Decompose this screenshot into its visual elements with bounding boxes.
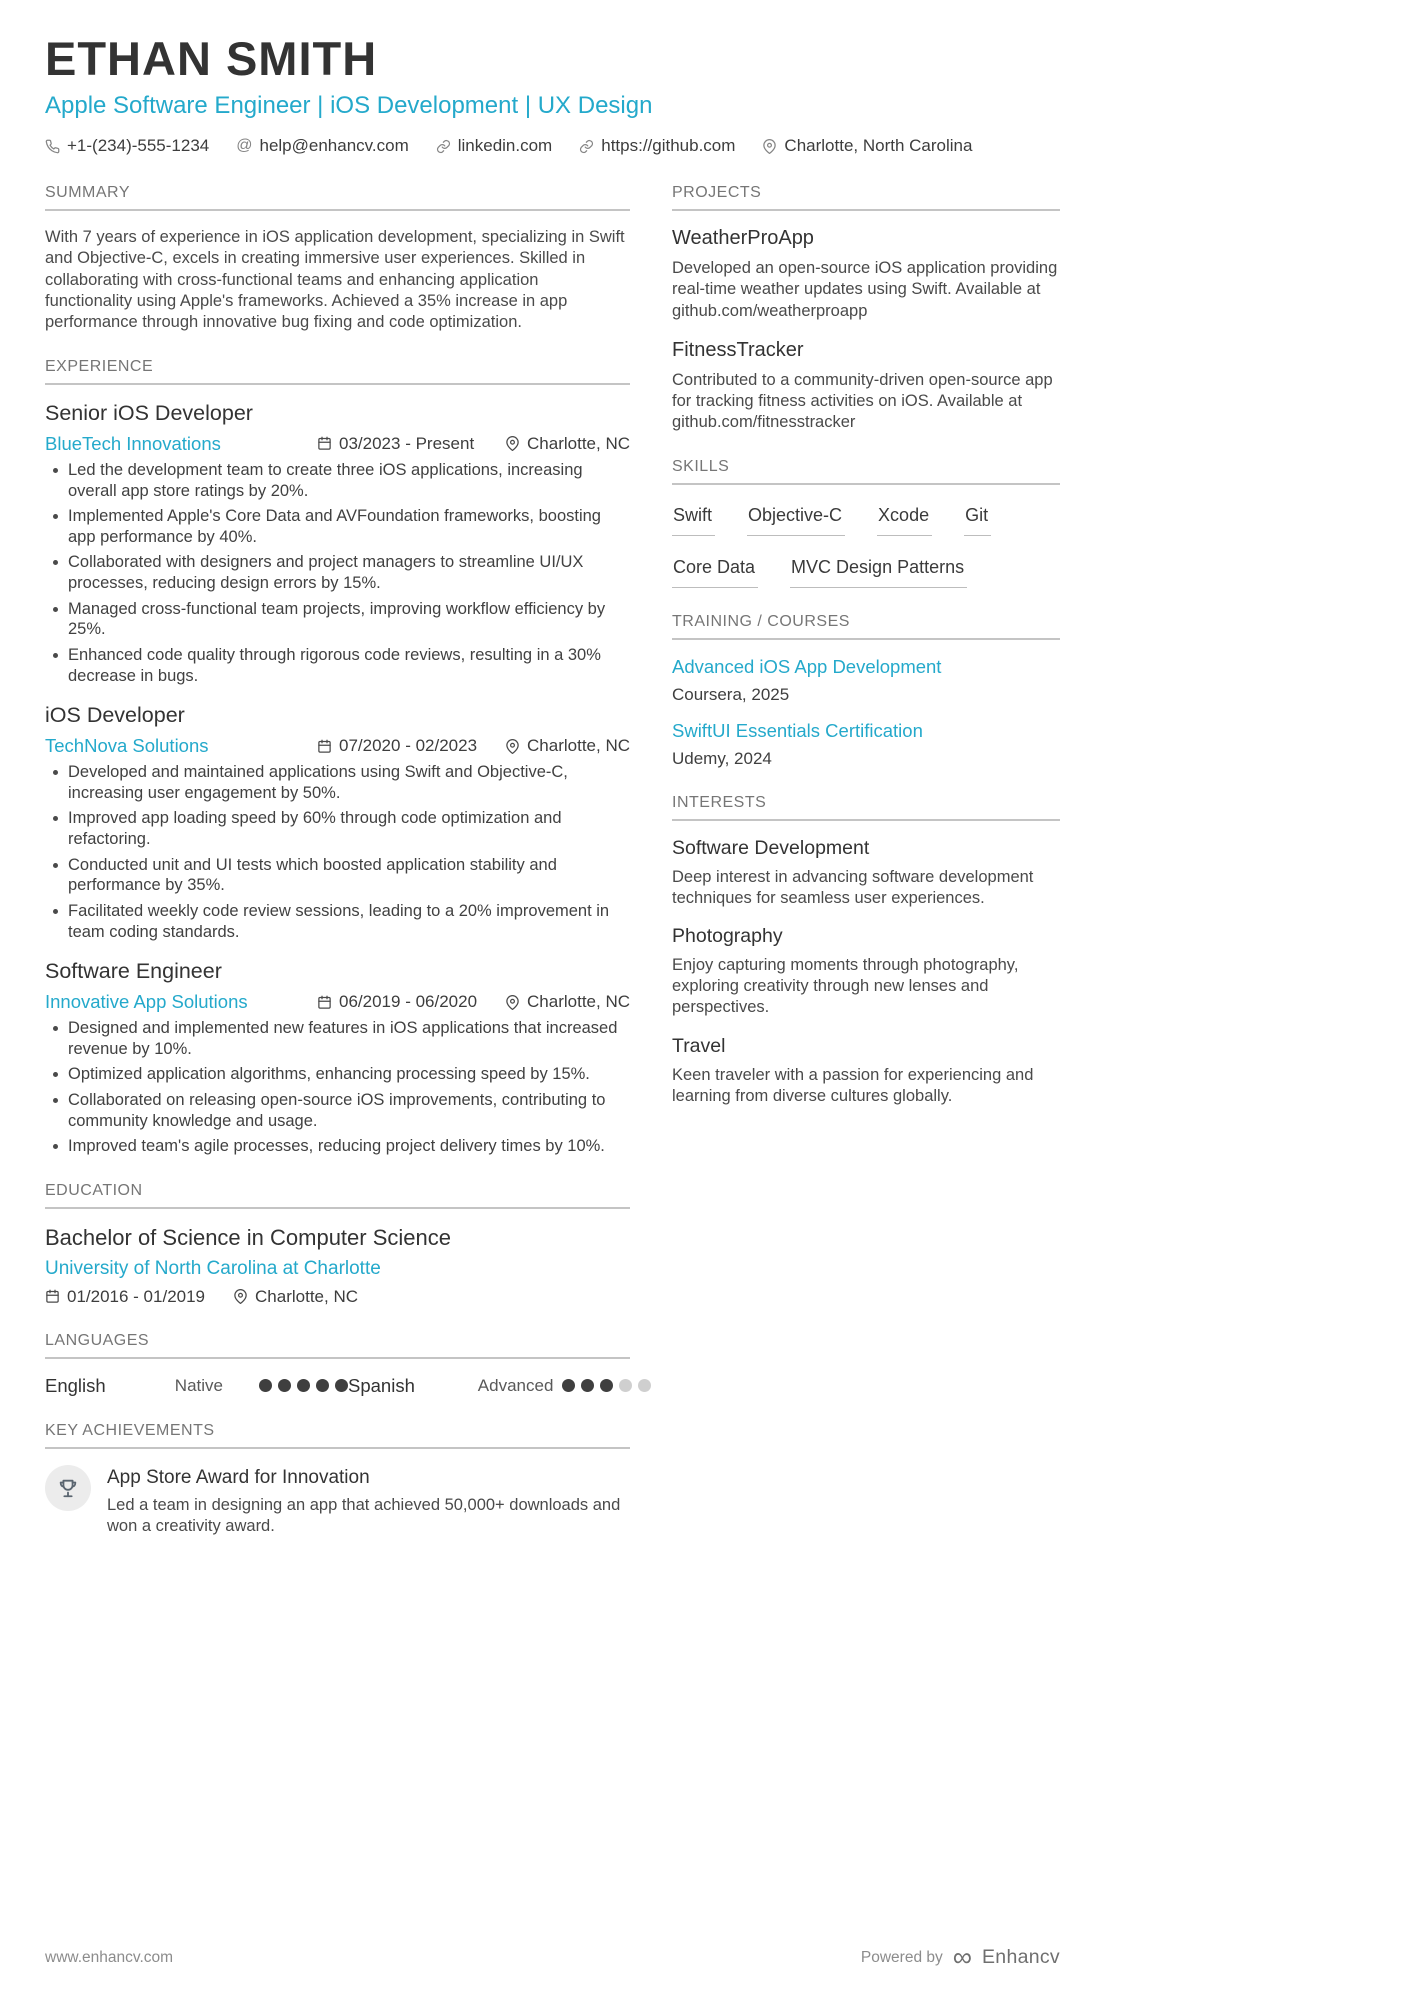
skill-tag: Core Data	[672, 557, 758, 588]
job-dates	[317, 434, 505, 454]
projects-section	[672, 184, 1060, 433]
right-column	[672, 184, 1060, 1562]
calendar-icon	[45, 1289, 60, 1304]
bullet-item: Designed and implemented new features in iOS applications that increased revenue by 10%.	[45, 1018, 630, 1059]
candidate-headline: Apple Software Engineer | iOS Development | UX Design	[45, 92, 653, 120]
language-level: Native	[174, 1375, 223, 1395]
job-entry	[45, 703, 630, 942]
bullet-item: Enhanced code quality through rigorous code reviews, resulting in a 30% decrease in bugs.	[45, 645, 630, 686]
proficiency-dot	[316, 1379, 329, 1392]
interest-entry	[672, 1035, 1060, 1107]
proficiency-dot	[259, 1379, 272, 1392]
skill-tag: Objective-C	[747, 505, 845, 536]
job-entry	[45, 401, 630, 686]
interests-section	[672, 794, 1060, 1107]
skill-tag: Swift	[672, 505, 715, 536]
link-icon	[436, 139, 451, 154]
powered-by	[860, 1941, 1060, 1972]
interest-description: Deep interest in advancing software development techniques for seamless user experiences.	[672, 868, 1034, 908]
job-dates-text: 03/2023 - Present	[339, 433, 475, 453]
linkedin-url: linkedin.com	[457, 136, 553, 156]
email-contact[interactable]	[236, 136, 409, 156]
company-name: Innovative App Solutions	[45, 991, 248, 1013]
project-entry	[672, 339, 1060, 433]
bullet-item: Optimized application algorithms, enhancing processing speed by 15%.	[45, 1064, 630, 1085]
phone-contact	[45, 136, 209, 156]
language-entry	[45, 1375, 348, 1397]
bullet-item: Implemented Apple's Core Data and AVFoundation frameworks, boosting app performance by 40%.	[45, 506, 630, 547]
phone-icon	[45, 139, 60, 154]
language-name: Spanish	[348, 1374, 415, 1396]
skills-list	[672, 501, 1060, 588]
languages-row	[45, 1375, 630, 1397]
education-meta	[45, 1287, 630, 1307]
job-bullets	[45, 1018, 630, 1157]
bullet-item: Conducted unit and UI tests which boosted application stability and performance by 35%.	[45, 855, 630, 896]
company-name: TechNova Solutions	[45, 735, 209, 757]
course-name: SwiftUI Essentials Certification	[672, 720, 923, 741]
project-name: WeatherProApp	[672, 227, 814, 250]
project-description: Developed an open-source iOS application providing real-time weather updates using Swift. Available at github.com/weatherproapp	[672, 259, 1058, 320]
job-bullets	[45, 762, 630, 942]
skill-tag: Git	[964, 505, 991, 536]
job-title: iOS Developer	[45, 703, 185, 728]
job-dates-text: 07/2020 - 02/2023	[339, 736, 478, 756]
language-proficiency-dots	[259, 1379, 348, 1392]
proficiency-dot	[581, 1379, 594, 1392]
interest-name: Travel	[672, 1034, 726, 1057]
job-title: Software Engineer	[45, 959, 222, 984]
proficiency-dot	[562, 1379, 575, 1392]
project-description: Contributed to a community-driven open-source app for tracking fitness activities on iOS. Available at github.com/fitnesstracker	[672, 370, 1053, 431]
job-location-text: Charlotte, NC	[527, 736, 630, 756]
skill-tag: Xcode	[877, 505, 932, 536]
proficiency-dot	[600, 1379, 613, 1392]
summary-heading: SUMMARY	[45, 184, 630, 211]
course-name: Advanced iOS App Development	[672, 656, 942, 677]
link-icon	[579, 139, 594, 154]
location-pin-icon	[505, 739, 520, 754]
job-meta	[45, 735, 630, 757]
skills-heading: SKILLS	[672, 458, 1060, 485]
interests-heading: INTERESTS	[672, 794, 1060, 821]
job-location	[505, 992, 630, 1012]
achievements-heading: KEY ACHIEVEMENTS	[45, 1422, 630, 1449]
bullet-item: Facilitated weekly code review sessions, leading to a 20% improvement in team coding standards.	[45, 901, 630, 942]
job-meta	[45, 991, 630, 1013]
location-pin-icon	[762, 139, 777, 154]
proficiency-dot	[619, 1379, 632, 1392]
degree-title: Bachelor of Science in Computer Science	[45, 1224, 451, 1250]
company-name: BlueTech Innovations	[45, 432, 221, 454]
job-location-text: Charlotte, NC	[527, 433, 630, 453]
proficiency-dot	[335, 1379, 348, 1392]
proficiency-dot	[297, 1379, 310, 1392]
education-section	[45, 1182, 630, 1307]
summary-section	[45, 184, 630, 333]
interest-entry	[672, 837, 1060, 909]
enhancv-brand-text: Enhancv	[982, 1946, 1060, 1968]
bullet-item: Managed cross-functional team projects, improving workflow efficiency by 25%.	[45, 599, 630, 640]
location-contact	[762, 136, 972, 156]
achievement-description: Led a team in designing an app that achieved 50,000+ downloads and won a creativity award.	[107, 1495, 621, 1536]
proficiency-dot	[278, 1379, 291, 1392]
summary-text: With 7 years of experience in iOS application development, specializing in Swift and Objective-C, excels in creating immersive user experiences. Skilled in collaborating with cross-functional teams and enhancing application functionality using Apple's frameworks. Achieved a 35% increase in app performance through innovative bug fixing and code optimization.	[45, 228, 625, 331]
email-address: help@enhancv.com	[259, 136, 409, 156]
enhancv-logo-icon: ∞	[952, 1941, 972, 1972]
school-name: University of North Carolina at Charlotte	[45, 1257, 381, 1279]
experience-heading: EXPERIENCE	[45, 358, 630, 385]
education-heading: EDUCATION	[45, 1182, 630, 1209]
calendar-icon	[317, 995, 332, 1010]
job-location	[505, 736, 630, 756]
job-title: Senior iOS Developer	[45, 400, 253, 425]
job-dates	[317, 736, 505, 756]
page-footer	[45, 1941, 1060, 1972]
course-entry	[672, 720, 1060, 769]
projects-heading: PROJECTS	[672, 184, 1060, 211]
footer-website-link[interactable]: www.enhancv.com	[45, 1948, 174, 1966]
calendar-icon	[317, 739, 332, 754]
course-provider: Udemy, 2024	[672, 749, 772, 768]
github-contact[interactable]	[579, 136, 735, 156]
education-dates	[45, 1287, 205, 1307]
at-icon: @	[236, 137, 253, 155]
location-pin-icon	[233, 1289, 248, 1304]
candidate-name: ETHAN SMITH	[45, 32, 378, 85]
interest-description: Enjoy capturing moments through photography, exploring creativity through new lenses and perspectives.	[672, 956, 1019, 1017]
experience-section	[45, 358, 630, 1157]
interest-description: Keen traveler with a passion for experiencing and learning from diverse cultures globally.	[672, 1065, 1034, 1105]
linkedin-contact[interactable]	[436, 136, 553, 156]
bullet-item: Collaborated with designers and project managers to streamline UI/UX processes, reducing design errors by 15%.	[45, 552, 630, 593]
skills-section	[672, 458, 1060, 588]
contact-row	[45, 136, 1060, 156]
resume-header	[45, 34, 1060, 156]
education-location	[233, 1287, 358, 1307]
language-name: English	[45, 1374, 106, 1396]
bullet-item: Improved app loading speed by 60% through code optimization and refactoring.	[45, 808, 630, 849]
achievement-entry	[45, 1465, 630, 1538]
achievement-body	[107, 1465, 630, 1538]
course-entry	[672, 656, 1060, 705]
education-location-text: Charlotte, NC	[255, 1286, 358, 1306]
bullet-item: Collaborated on releasing open-source iOS improvements, contributing to community knowledge and usage.	[45, 1090, 630, 1131]
project-name: FitnessTracker	[672, 338, 804, 361]
language-proficiency-dots	[562, 1379, 651, 1392]
achievement-title: App Store Award for Innovation	[107, 1466, 370, 1488]
languages-section	[45, 1332, 630, 1397]
phone-number: +1-(234)-555-1234	[67, 136, 210, 156]
job-location	[505, 434, 630, 454]
training-heading: TRAINING / COURSES	[672, 613, 1060, 640]
location-text: Charlotte, North Carolina	[784, 136, 973, 156]
achievements-section	[45, 1422, 630, 1538]
language-level: Advanced	[477, 1375, 554, 1395]
job-dates	[317, 992, 505, 1012]
bullet-item: Improved team's agile processes, reducing project delivery times by 10%.	[45, 1136, 630, 1157]
job-location-text: Charlotte, NC	[527, 992, 630, 1012]
education-dates-text: 01/2016 - 01/2019	[67, 1286, 206, 1306]
calendar-icon	[317, 436, 332, 451]
job-bullets	[45, 460, 630, 686]
left-column	[45, 184, 630, 1562]
language-entry	[348, 1375, 651, 1397]
training-section	[672, 613, 1060, 769]
job-meta	[45, 433, 630, 455]
powered-by-label: Powered by	[860, 1948, 943, 1966]
job-entry	[45, 959, 630, 1157]
location-pin-icon	[505, 436, 520, 451]
interest-entry	[672, 925, 1060, 1018]
location-pin-icon	[505, 995, 520, 1010]
columns	[45, 184, 1060, 1562]
github-url: https://github.com	[601, 136, 736, 156]
job-dates-text: 06/2019 - 06/2020	[339, 992, 478, 1012]
bullet-item: Led the development team to create three iOS applications, increasing overall app store ratings by 20%.	[45, 460, 630, 501]
proficiency-dot	[638, 1379, 651, 1392]
bullet-item: Developed and maintained applications using Swift and Objective-C, increasing user engagement by 50%.	[45, 762, 630, 803]
trophy-icon	[45, 1465, 91, 1511]
course-provider: Coursera, 2025	[672, 685, 790, 704]
interest-name: Photography	[672, 925, 783, 948]
skill-tag: MVC Design Patterns	[790, 557, 967, 588]
project-entry	[672, 227, 1060, 321]
languages-heading: LANGUAGES	[45, 1332, 630, 1359]
interest-name: Software Development	[672, 837, 870, 859]
